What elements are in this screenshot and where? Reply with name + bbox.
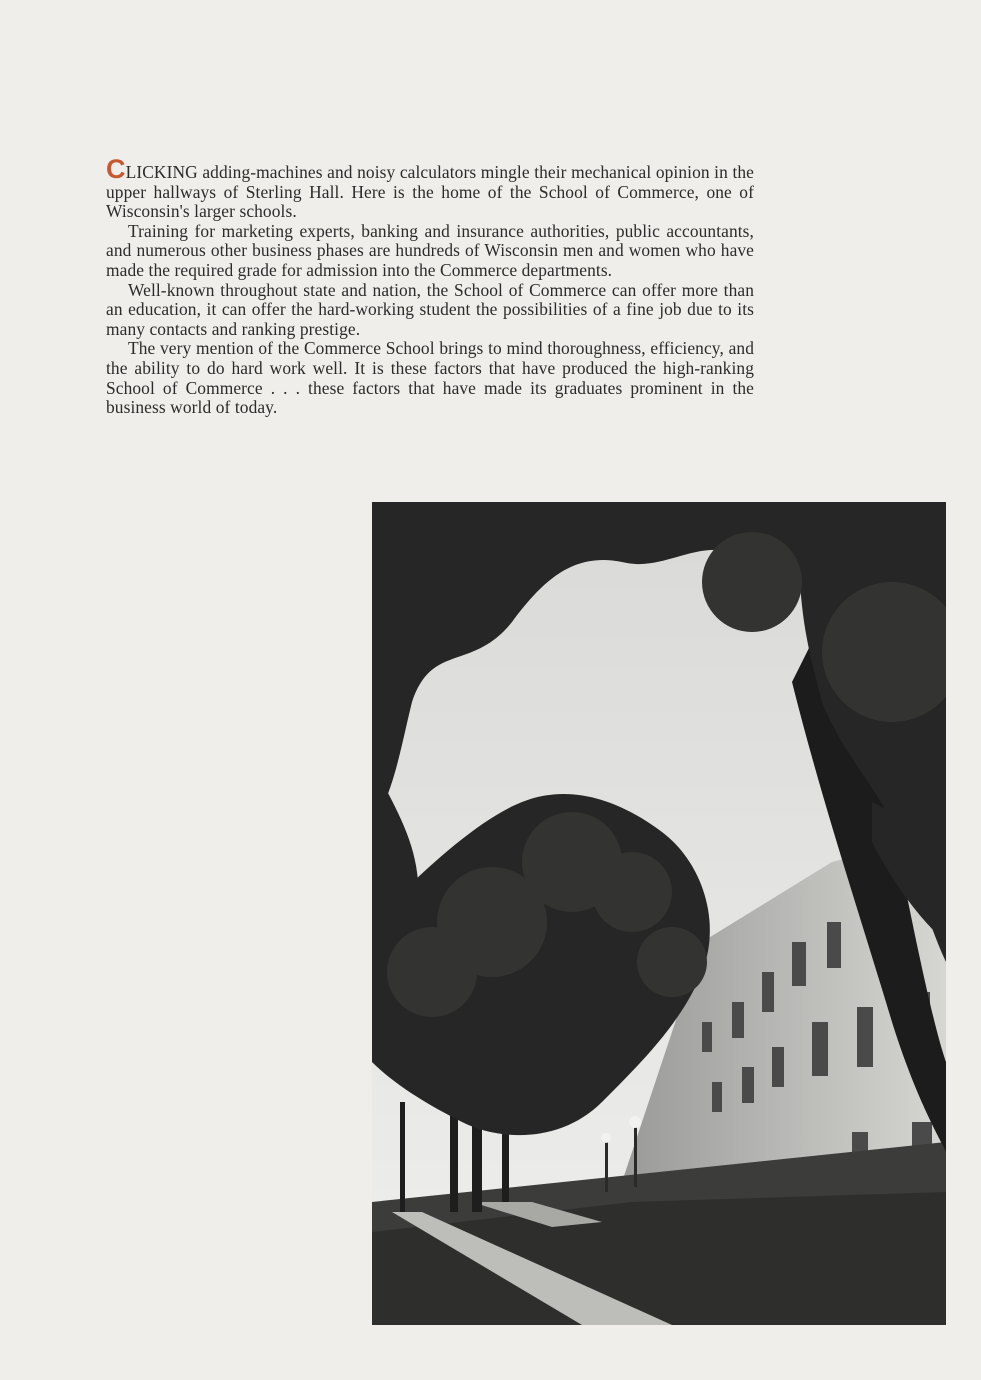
article-text — [106, 154, 754, 418]
paragraph-2: Training for marketing experts, banking and insurance authorities, public accountants, and numerous other business phases are hundreds of Wisconsin men and women who have made the required grade for admission into the Commerce departments. — [106, 220, 754, 280]
paragraph-3: Well-known throughout state and nation, the School of Commerce can offer more than an education, it can offer the hard-working student the possibilities of a fine job due to its many contacts and ranking prestige. — [106, 279, 754, 339]
paragraph-4: The very mention of the Commerce School brings to mind thoroughness, efficiency, and the ability to do hard work well. It is these factors that have produced the high-ranking School of Commerce . . . these factors that have made its graduates prominent in the business world of today. — [106, 338, 754, 418]
building-with-trees-photo-icon — [372, 502, 946, 1325]
paragraph-1 — [106, 154, 754, 222]
drop-cap: C — [106, 154, 126, 184]
paragraph-1-text: LICKING adding-machines and noisy calculators mingle their mechanical opinion in the upper hallways of Sterling Hall. Here is the home of the School of Commerce, one of Wisconsin's larger schools. — [106, 162, 754, 222]
sterling-hall-photo — [372, 502, 946, 1325]
